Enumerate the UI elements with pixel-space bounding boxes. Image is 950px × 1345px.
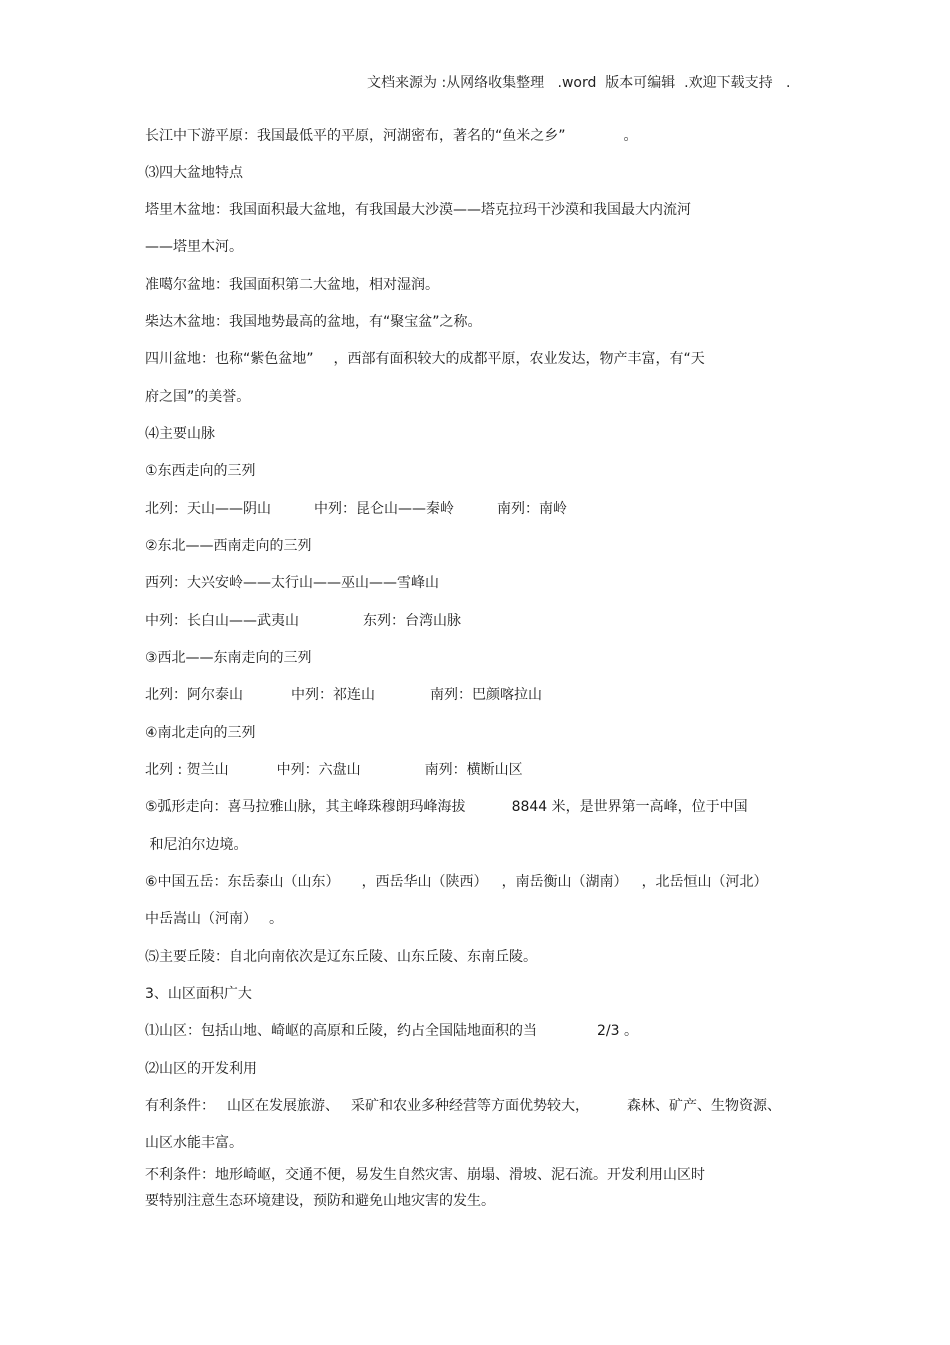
text-line: 四川盆地：也称“紫色盆地” ，西部有面积较大的成都平原，农业发达，物产丰富，有“天 (145, 351, 705, 367)
text-line: 府之国”的美誉。 (145, 389, 251, 405)
text-line: 中岳嵩山（河南） 。 (145, 911, 283, 927)
section-heading: ⑶四大盆地特点 (145, 165, 243, 181)
section-heading: ②东北——西南走向的三列 (145, 538, 312, 554)
text-line: 塔里木盆地：我国面积最大盆地，有我国最大沙漠——塔克拉玛干沙漠和我国最大内流河 (145, 202, 691, 218)
text-line: ⑴山区：包括山地、崎岖的高原和丘陵，约占全国陆地面积的当 2/3 。 (145, 1023, 638, 1039)
page-header: 文档来源为 :从网络收集整理 .word 版本可编辑 .欢迎下载支持 . (367, 75, 791, 91)
text-line: 北列 : 贺兰山 中列：六盘山 南列：横断山区 (145, 762, 523, 778)
section-heading: ④南北走向的三列 (145, 725, 256, 741)
text-line: ⑸主要丘陵：自北向南依次是辽东丘陵、山东丘陵、东南丘陵。 (145, 949, 537, 965)
text-line: 北列：天山——阴山 中列：昆仑山——秦岭 南列：南岭 (145, 501, 567, 517)
text-line: 中列：长白山——武夷山 东列：台湾山脉 (145, 613, 461, 629)
section-heading: ③西北——东南走向的三列 (145, 650, 312, 666)
section-heading: ⑵山区的开发利用 (145, 1061, 257, 1077)
text-line: 有利条件： 山区在发展旅游、 采矿和农业多种经营等方面优势较大， 森林、矿产、生物资源、 (145, 1098, 781, 1114)
text-line: 准噶尔盆地：我国面积第二大盆地，相对湿润。 (145, 277, 439, 293)
text-line: 柴达木盆地：我国地势最高的盆地，有“聚宝盆”之称。 (145, 314, 482, 330)
section-heading: ①东西走向的三列 (145, 463, 256, 479)
section-heading: 3、山区面积广大 (145, 986, 252, 1002)
text-line: 山区水能丰富。 (145, 1135, 243, 1151)
text-line: 西列：大兴安岭——太行山——巫山——雪峰山 (145, 575, 439, 591)
text-line: 不利条件：地形崎岖，交通不便，易发生自然灾害、崩塌、滑坡、泥石流。开发利用山区时 (145, 1167, 705, 1183)
text-line: 和尼泊尔边境。 (145, 837, 248, 853)
text-line: 长江中下游平原：我国最低平的平原，河湖密布，著名的“鱼米之乡” 。 (145, 128, 638, 144)
text-line: ⑤弧形走向：喜马拉雅山脉，其主峰珠穆朗玛峰海拔 8844 米，是世界第一高峰，位于中国 (145, 799, 748, 815)
section-heading: ⑷主要山脉 (145, 426, 215, 442)
text-line: 北列：阿尔泰山 中列：祁连山 南列：巴颜喀拉山 (145, 687, 542, 703)
text-line: ——塔里木河。 (145, 239, 243, 255)
text-line: ⑥中国五岳：东岳泰山（山东） ，西岳华山（陕西） ，南岳衡山（湖南） ，北岳恒山（河北） (145, 874, 768, 890)
text-line: 要特别注意生态环境建设，预防和避免山地灾害的发生。 (145, 1193, 495, 1209)
